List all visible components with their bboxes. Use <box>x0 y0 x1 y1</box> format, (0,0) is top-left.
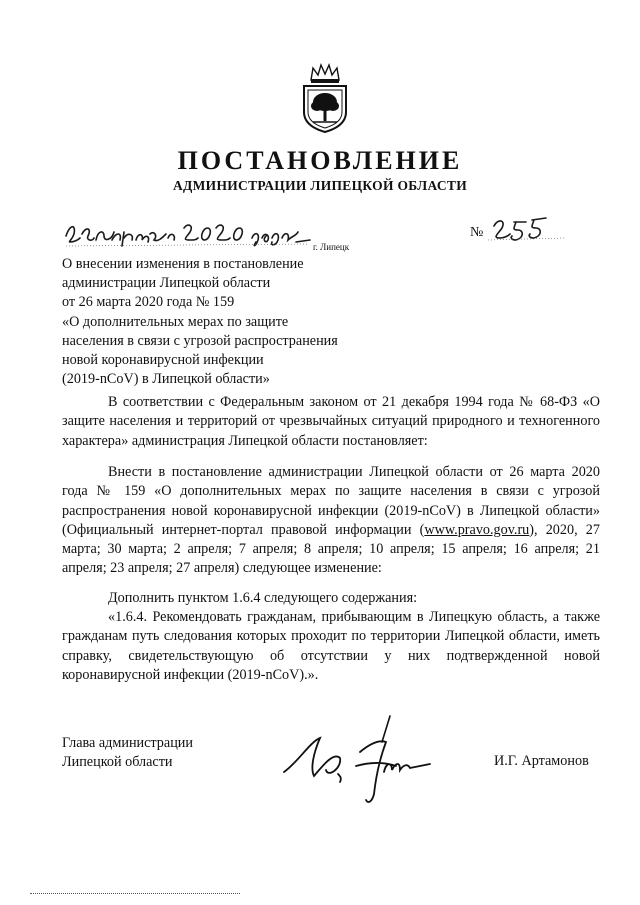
resolution-subject <box>62 255 382 389</box>
document-title: ПОСТАНОВЛЕНИЕ <box>177 146 463 175</box>
subject-line: О внесении изменения в постановление <box>62 256 304 272</box>
new-clause-text: «1.6.4. Рекомендовать гражданам, прибывающим в Липецкую область, а также гражданам путь следования которых проходит по территории Липецкой области, иметь справку, свидетельствующую об отсутствии у них подтвержденной новой коронавирусной инфекции (2019-nCoV).». <box>62 609 600 683</box>
handwritten-date <box>62 212 312 252</box>
issuing-authority: АДМИНИСТРАЦИИ ЛИПЕЦКОЙ ОБЛАСТИ <box>172 178 468 193</box>
subject-line: от 26 марта 2020 года № 159 <box>62 294 235 311</box>
footer-divider <box>30 893 240 894</box>
number-label: № <box>470 225 484 240</box>
role-line: Глава администрации <box>62 735 193 751</box>
amendment-text-start: Внести в постановление администрации Липецкой области от 26 марта 2020 года № 159 «О дополнительных мерах по защите населения в связи с угрозой распространения новой коронавирусной инфекции (2019-nCoV) в Липецкой области» (Официальный интернет-портал правовой информации ( <box>62 464 600 538</box>
handwritten-number <box>470 212 566 248</box>
role-line: Липецкой области <box>62 754 173 771</box>
addition-intro: Дополнить пунктом 1.6.4 следующего содержания: <box>108 590 418 606</box>
handwritten-signature <box>280 712 440 812</box>
signatory-name: И.Г. Артамонов <box>494 753 589 769</box>
subject-line: администрации Липецкой области <box>62 275 271 292</box>
place-of-issue: г. Липецк <box>313 242 350 252</box>
lipetsk-coat-of-arms-icon <box>297 62 353 134</box>
amendment-text-end: ), 2020, 27 марта; 30 марта; 2 апреля; 7 апреля; 8 апреля; 10 апреля; 15 апреля; 16 апреля; 21 апреля; 23 апреля; 27 апреля) следующее изменение: <box>62 521 600 577</box>
subject-line: новой коронавирусной инфекции <box>62 352 264 369</box>
preamble-paragraph: В соответствии с Федеральным законом от 21 декабря 1994 года № 68-ФЗ «О защите населения и территорий от чрезвычайных ситуаций природного и техногенного характера» администрация Липецкой области постановляет: <box>62 394 600 449</box>
subject-line: (2019-nCoV) в Липецкой области» <box>62 371 270 388</box>
signatory-role <box>62 734 193 772</box>
pravo-gov-link[interactable]: www.pravo.gov.ru <box>424 521 530 538</box>
amendment-paragraph <box>62 463 600 579</box>
subject-line: «О дополнительных мерах по защите <box>62 313 289 330</box>
subject-line: населения в связи с угрозой распространения <box>62 332 338 349</box>
